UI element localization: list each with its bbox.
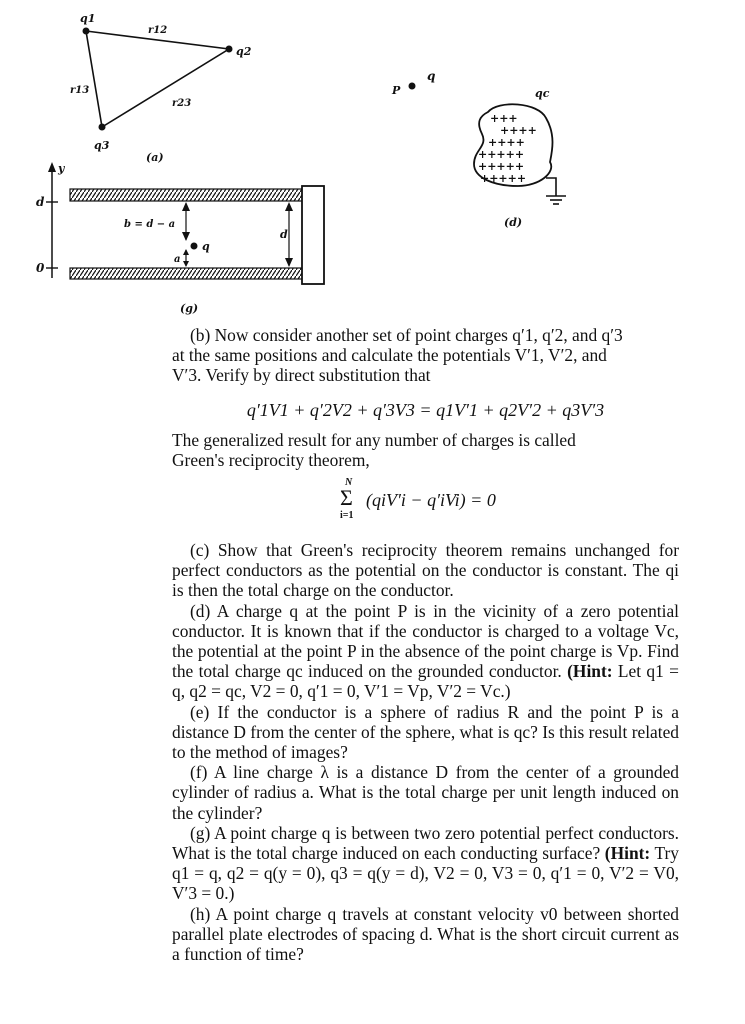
generalized-text bbox=[172, 430, 679, 470]
part-h: (h) A point charge q travels at constant velocity v0 between shorted parallel plate electrodes of spacing d. What is the short circuit current as a function of time? bbox=[172, 903, 679, 965]
part-d-hint-label: (Hint: bbox=[567, 661, 613, 682]
plus-row-5: +++++ bbox=[478, 160, 525, 173]
label-a: a bbox=[174, 254, 181, 265]
label-g-q: q bbox=[202, 240, 210, 253]
bottom-plate bbox=[70, 268, 303, 279]
equation-reciprocity: q′1V1 + q′2V2 + q′3V3 = q1V′1 + q2V′2 + q3V′3 bbox=[246, 400, 605, 420]
label-P: P bbox=[392, 84, 401, 97]
figure-g bbox=[36, 162, 324, 315]
label-q2: q2 bbox=[236, 45, 252, 58]
label-d-axis: d bbox=[36, 195, 45, 209]
ground-icon bbox=[546, 196, 566, 204]
label-q3: q3 bbox=[94, 139, 110, 152]
b-arrow-bottom bbox=[182, 232, 190, 241]
ground-wire bbox=[546, 178, 556, 196]
d-arrow-top bbox=[285, 202, 293, 211]
label-q: q bbox=[427, 69, 436, 83]
parts-c-to-h bbox=[172, 540, 679, 964]
a-arrow-bottom bbox=[183, 261, 189, 267]
b-arrow-top bbox=[182, 202, 190, 211]
charge-q-dot bbox=[191, 243, 198, 250]
sum-symbol: Σ bbox=[340, 485, 353, 510]
plus-row-6: +++++ bbox=[480, 172, 527, 185]
part-b bbox=[172, 325, 679, 386]
part-b-line-1: (b) Now consider another set of point charges q′1, q′2, and q′3 bbox=[190, 325, 623, 345]
label-r13: r13 bbox=[70, 85, 90, 96]
charge-q1-dot bbox=[83, 28, 90, 35]
plus-row-3: ++++ bbox=[488, 136, 525, 149]
charge-q2-dot bbox=[226, 46, 233, 53]
label-b-eq: b = d − a bbox=[124, 219, 176, 230]
plus-row-1: +++ bbox=[490, 112, 518, 125]
generalized-line-1: The generalized result for any number of charges is called bbox=[172, 430, 576, 450]
part-d-hint: Let q1 = q, q2 = qc, V2 = 0, q′1 = 0, V′1 = Vp, V′2 = Vc.) bbox=[172, 661, 679, 702]
part-b-line-2: at the same positions and calculate the potentials V′1, V′2, and bbox=[172, 345, 607, 366]
sum-lower-limit: i=1 bbox=[340, 510, 354, 521]
figure-a bbox=[70, 12, 252, 164]
part-d bbox=[172, 601, 679, 702]
figures bbox=[0, 0, 745, 320]
part-g-text: (g) A point charge q is between two zero potential perfect conductors. What is the total charge induced on each conducting surface? bbox=[172, 822, 679, 864]
point-charge-q-dot bbox=[409, 83, 416, 90]
plus-row-4: +++++ bbox=[478, 148, 525, 161]
d-arrow-bottom bbox=[285, 258, 293, 267]
generalized-line-2: Green's reciprocity theorem, bbox=[172, 450, 370, 471]
part-g-hint: Try q1 = q, q2 = q(y = 0), q3 = q(y = d), V2 = 0, V3 = 0, q′1 = 0, V′2 = V0, V′3 = 0.) bbox=[172, 843, 679, 904]
part-g-hint-label: (Hint: bbox=[604, 843, 651, 864]
y-axis-arrow bbox=[48, 162, 56, 172]
figure-d bbox=[391, 69, 566, 229]
part-d-text: (d) A charge q at the point P is in the vicinity of a zero potential conductor. It is known that if the conductor is charged to a voltage Vc, the potential at the point P in the absence of the point charge is Vp. Find the total charge qc induced on the grounded conductor. bbox=[172, 600, 679, 682]
part-g bbox=[172, 823, 679, 904]
sum-body: (qiV′i − q′iVi) = 0 bbox=[366, 490, 496, 510]
top-plate bbox=[70, 189, 303, 201]
label-r23: r23 bbox=[172, 98, 192, 109]
label-qc: qc bbox=[535, 87, 550, 100]
a-arrow-top bbox=[183, 249, 189, 255]
charge-q3-dot bbox=[99, 124, 106, 131]
caption-d: (d) bbox=[504, 216, 523, 229]
label-d-right: d bbox=[280, 228, 288, 241]
plus-row-2: ++++ bbox=[500, 124, 537, 137]
caption-a: (a) bbox=[146, 151, 164, 164]
part-f: (f) A line charge λ is a distance D from the center of a grounded cylinder of radius a. What is the total charge per unit length induced on the cylinder? bbox=[172, 762, 679, 823]
end-cap bbox=[302, 186, 324, 284]
caption-g: (g) bbox=[180, 302, 199, 315]
part-c: (c) Show that Green's reciprocity theorem remains unchanged for perfect conductors as the potential on the conductor is constant. The qi is then the total charge on the conductor. bbox=[172, 540, 679, 601]
label-r12: r12 bbox=[148, 25, 168, 36]
label-y: y bbox=[58, 162, 65, 175]
sum-upper-limit: N bbox=[345, 477, 353, 488]
part-b-line-3: V′3. Verify by direct substitution that bbox=[172, 365, 431, 386]
label-q1: q1 bbox=[80, 12, 96, 25]
label-zero: 0 bbox=[36, 261, 45, 275]
part-e: (e) If the conductor is a sphere of radius R and the point P is a distance D from the center of the sphere, what is qc? Is this result related to the method of images? bbox=[172, 701, 679, 763]
triangle bbox=[86, 31, 229, 127]
